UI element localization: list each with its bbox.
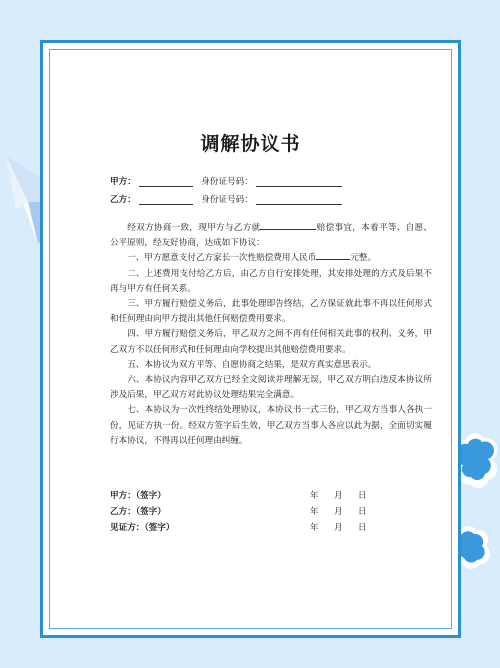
amount-blank xyxy=(316,259,350,260)
signature-label-witness: 见证方：（签字） xyxy=(110,523,175,533)
document-title: 调解协议书 xyxy=(200,133,301,155)
party-a-info-row xyxy=(110,175,342,187)
party-b-id-blank xyxy=(256,204,342,205)
clause-3: 三、甲方履行赔偿义务后，此事处理即告终结，乙方保证就此事不再以任何形式和任何理由向甲方提出其他任何赔偿费用要求。 xyxy=(110,299,432,325)
signature-label-party-b: 乙方：（签字） xyxy=(110,507,166,517)
party-b-info-row xyxy=(110,193,342,205)
party-a-name-blank xyxy=(139,186,193,187)
matter-blank xyxy=(260,229,316,230)
clause-5: 五、本协议为双方平等、自愿协商之结果，是双方真实意思表示。 xyxy=(127,359,377,370)
clause-1: 一、甲方愿意支付乙方家长一次性赔偿费用人民币 元整。 xyxy=(127,253,377,264)
agreement-body xyxy=(110,221,432,449)
party-b-id-label: 身份证号码： xyxy=(201,195,253,205)
signature-date: 年 月 日 xyxy=(310,491,367,501)
signature-date: 年 月 日 xyxy=(310,523,367,533)
signature-row-party-a xyxy=(110,489,380,501)
signature-date: 年 月 日 xyxy=(310,507,367,517)
signature-label-party-a: 甲方：（签字） xyxy=(110,491,166,501)
document-page xyxy=(40,40,461,638)
intro-paragraph: 经双方协商一致，现甲方与乙方就 赔偿事宜，本着平等、自愿、公平原则，经友好协商，达成如下协议： xyxy=(110,223,432,249)
clause-7: 七、本协议为一次性终结处理协议，本协议书一式三份，甲乙双方当事人各执一份，见证方执一份。经双方签字后生效，甲乙双方当事人各应以此为据，全面切实履行本协议，不得再以任何理由纠缠。 xyxy=(110,405,432,446)
clause-6: 六、本协议内容甲乙双方已经全文阅读并理解无误，甲乙双方明白违反本协议所涉及后果，甲乙双方对此协议处理结果完全满意。 xyxy=(110,375,432,401)
party-a-label: 甲方： xyxy=(110,177,136,187)
clause-4: 四、甲方履行赔偿义务后，甲乙双方之间不再有任何相关此事的权利、义务，甲乙双方不以任何形式和任何理由向学校提出其他赔偿费用要求。 xyxy=(110,329,432,355)
party-a-id-blank xyxy=(256,186,342,187)
party-b-label: 乙方： xyxy=(110,195,136,205)
signature-row-witness xyxy=(110,521,380,533)
party-b-name-blank xyxy=(139,204,193,205)
party-a-id-label: 身份证号码： xyxy=(201,177,253,187)
clause-2: 二、上述费用支付给乙方后，由乙方自行安排处理，其安排处理的方式及后果不再与甲方有任何关系。 xyxy=(110,268,432,294)
signature-row-party-b xyxy=(110,505,380,517)
